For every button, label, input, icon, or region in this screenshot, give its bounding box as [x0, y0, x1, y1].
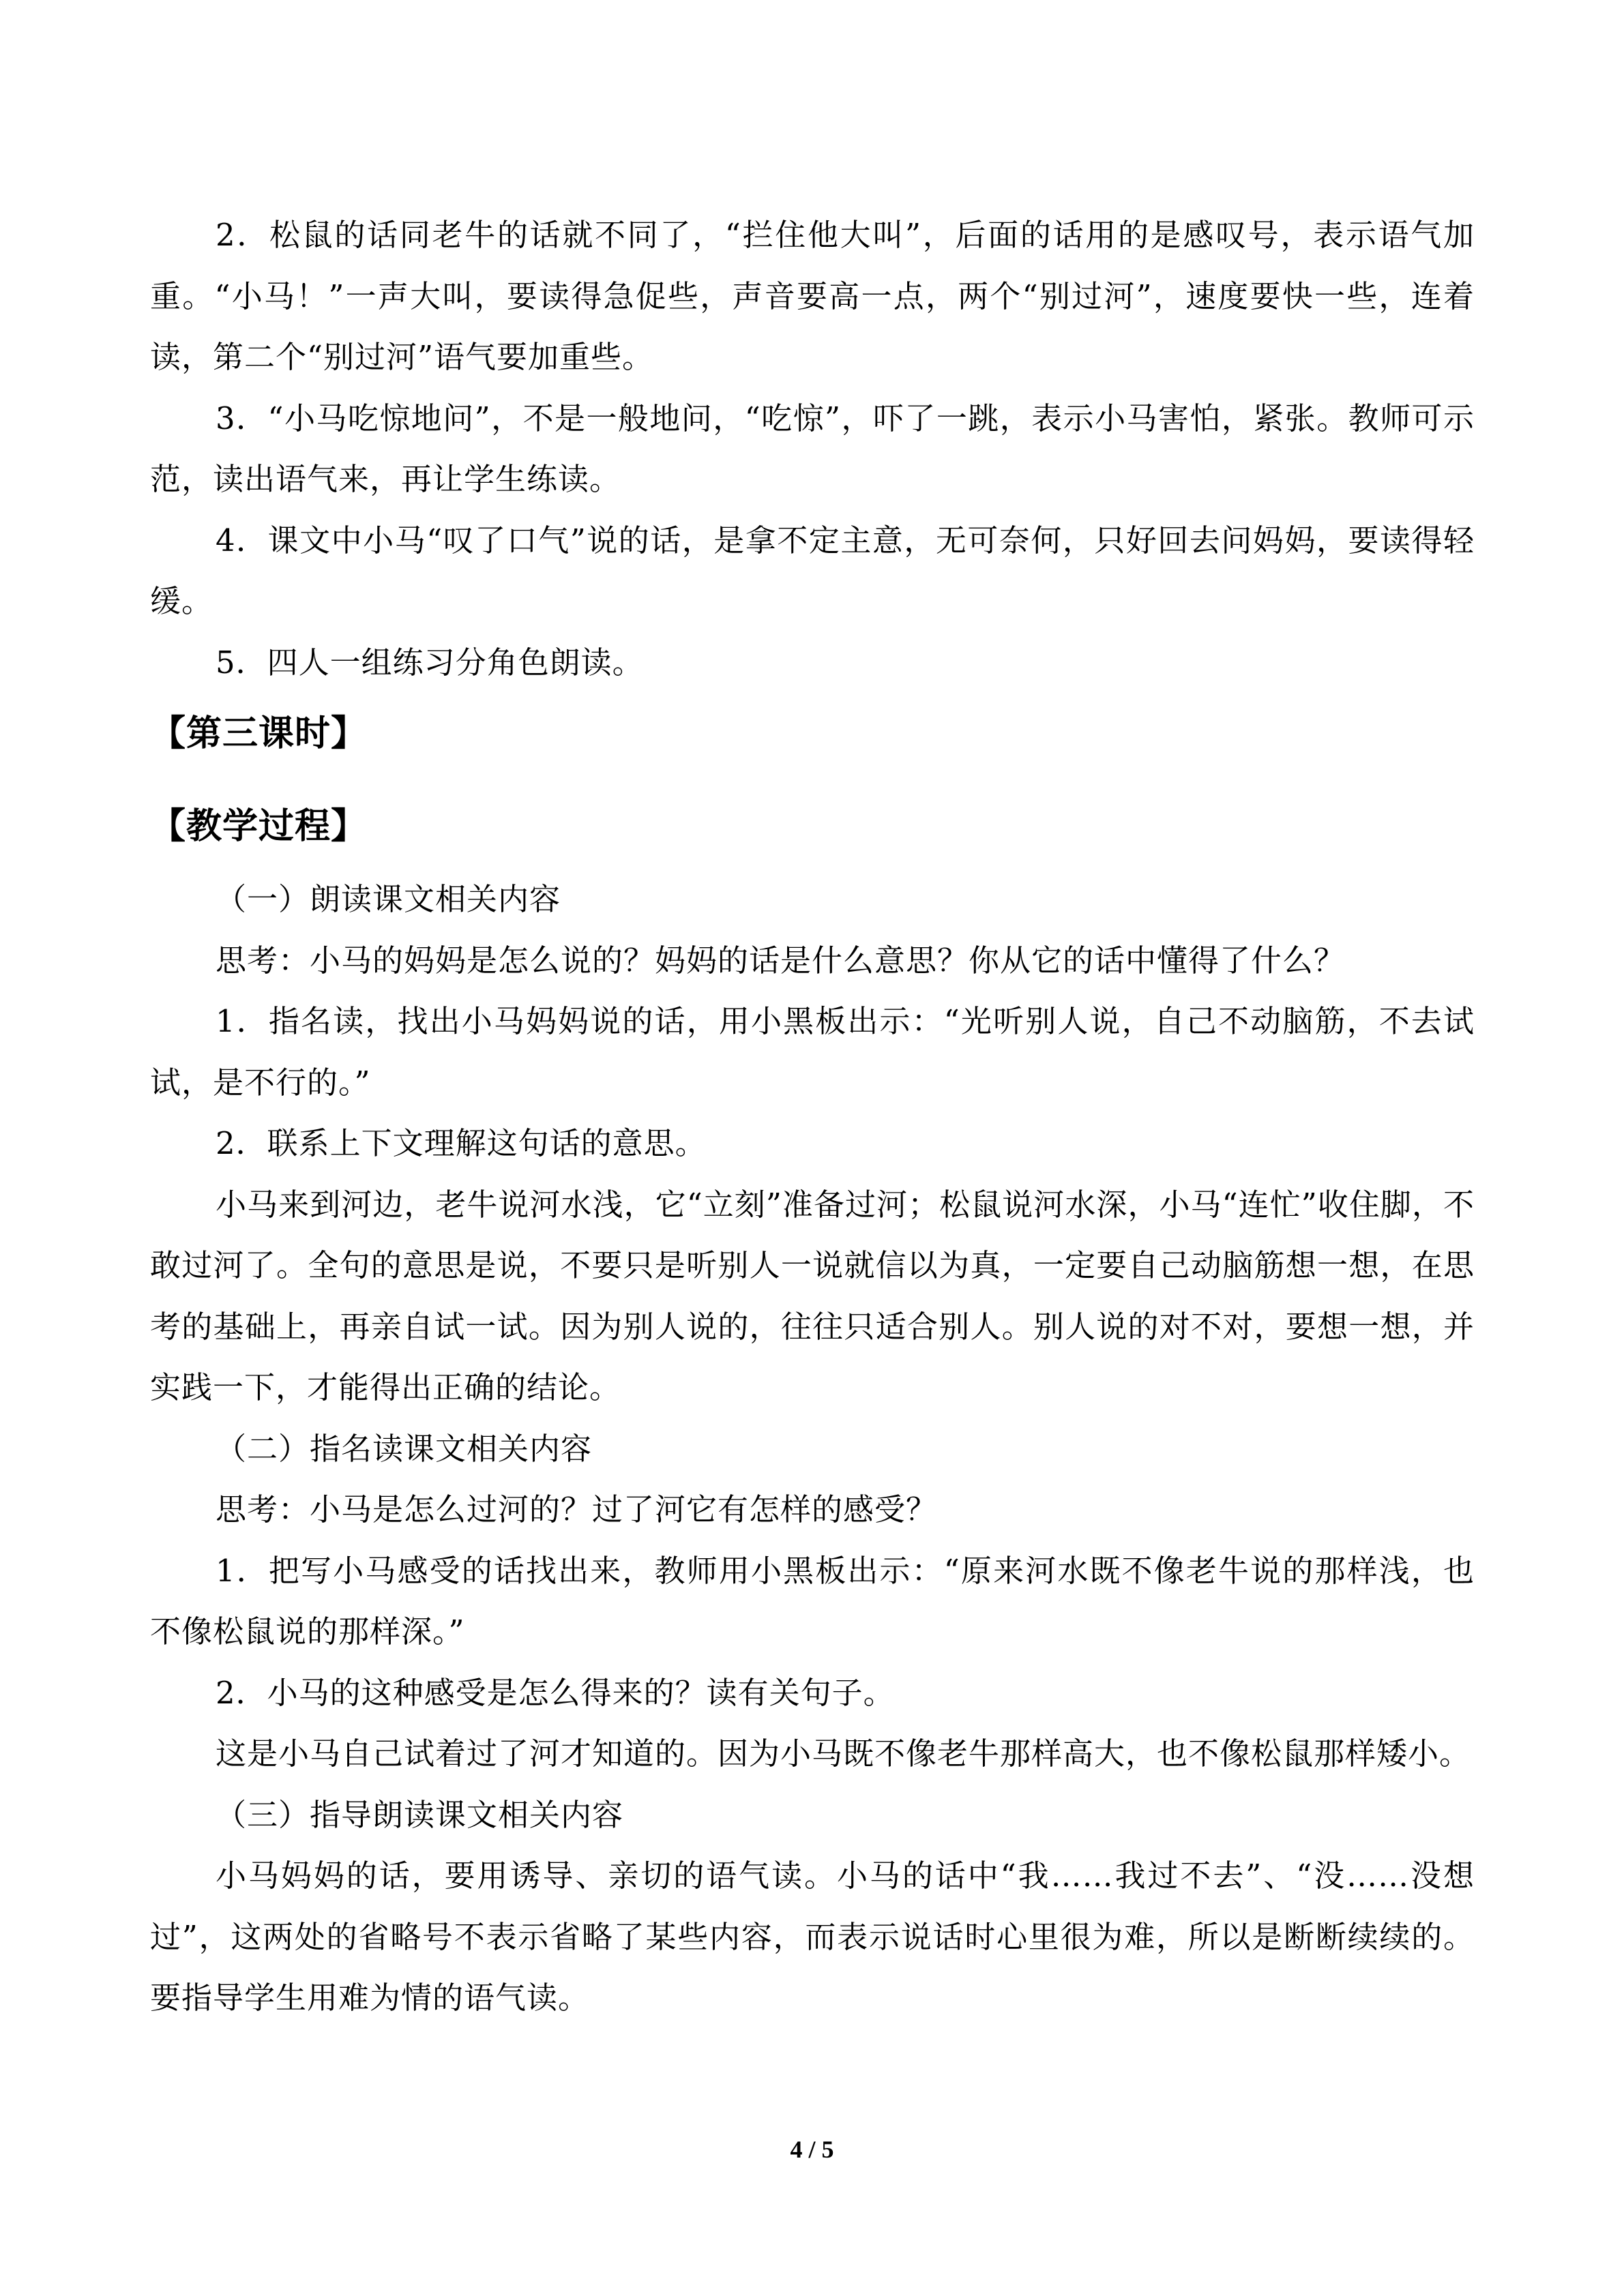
paragraph-step-1-2: 2．联系上下文理解这句话的意思。: [216, 1125, 707, 1161]
paragraph-reading-tip-2: 2．松鼠的话同老牛的话就不同了，“拦住他大叫”，后面的话用的是感叹号，表示语气加重。“小马！”一声大叫，要读得急促些，声音要高一点，两个“别过河”，速度要快一些，连着读，第二个“别过河”语气要加重些。: [150, 217, 1475, 375]
subsection-title-2: （二）指名读课文相关内容: [216, 1430, 593, 1467]
section-heading-third-lesson: 【第三课时】: [150, 713, 368, 754]
paragraph-explanation-3: 小马妈妈的话，要用诱导、亲切的语气读。小马的话中“我……我过不去”、“没……没想过”，这两处的省略号不表示省略了某些内容，而表示说话时心里很为难，所以是断断续续的。要指导学生用难为情的语气读。: [150, 1858, 1475, 2016]
paragraph-reading-tip-4: 4．课文中小马“叹了口气”说的话，是拿不定主意，无可奈何，只好回去问妈妈，要读得轻缓。: [150, 522, 1475, 619]
paragraph-explanation-2: 这是小马自己试着过了河才知道的。因为小马既不像老牛那样高大，也不像松鼠那样矮小。: [216, 1735, 1471, 1772]
page-number: 4 / 5: [790, 2136, 834, 2163]
paragraph-explanation-1: 小马来到河边，老牛说河水浅，它“立刻”准备过河；松鼠说河水深，小马“连忙”收住脚，不敢过河了。全句的意思是说，不要只是听别人一说就信以为真，一定要自己动脑筋想一想，在思考的基础上，再亲自试一试。因为别人说的，往往只适合别人。别人说的对不对，要想一想，并实践一下，才能得出正确的结论。: [150, 1186, 1475, 1405]
paragraph-reading-tip-3: 3．“小马吃惊地问”，不是一般地问，“吃惊”，吓了一跳，表示小马害怕，紧张。教师可示范，读出语气来，再让学生练读。: [150, 400, 1475, 497]
subsection-title-3: （三）指导朗读课文相关内容: [216, 1796, 624, 1833]
paragraph-question-2: 思考：小马是怎么过河的？过了河它有怎样的感受？: [216, 1491, 938, 1527]
paragraph-step-1-1: 1．指名读，找出小马妈妈说的话，用小黑板出示：“光听别人说，自己不动脑筋，不去试试，是不行的。”: [150, 1003, 1475, 1101]
paragraph-step-2-2: 2．小马的这种感受是怎么得来的？读有关句子。: [216, 1674, 895, 1711]
subsection-title-1: （一）朗读课文相关内容: [216, 881, 561, 917]
page-content: [150, 205, 1475, 2029]
section-heading-teaching-process: 【教学过程】: [150, 806, 368, 847]
paragraph-question-1: 思考：小马的妈妈是怎么说的？妈妈的话是什么意思？你从它的话中懂得了什么？: [216, 942, 1346, 979]
paragraph-step-2-1: 1．把写小马感受的话找出来，教师用小黑板出示：“原来河水既不像老牛说的那样浅，也不像松鼠说的那样深。”: [150, 1552, 1475, 1650]
paragraph-reading-tip-5: 5．四人一组练习分角色朗读。: [216, 644, 644, 681]
